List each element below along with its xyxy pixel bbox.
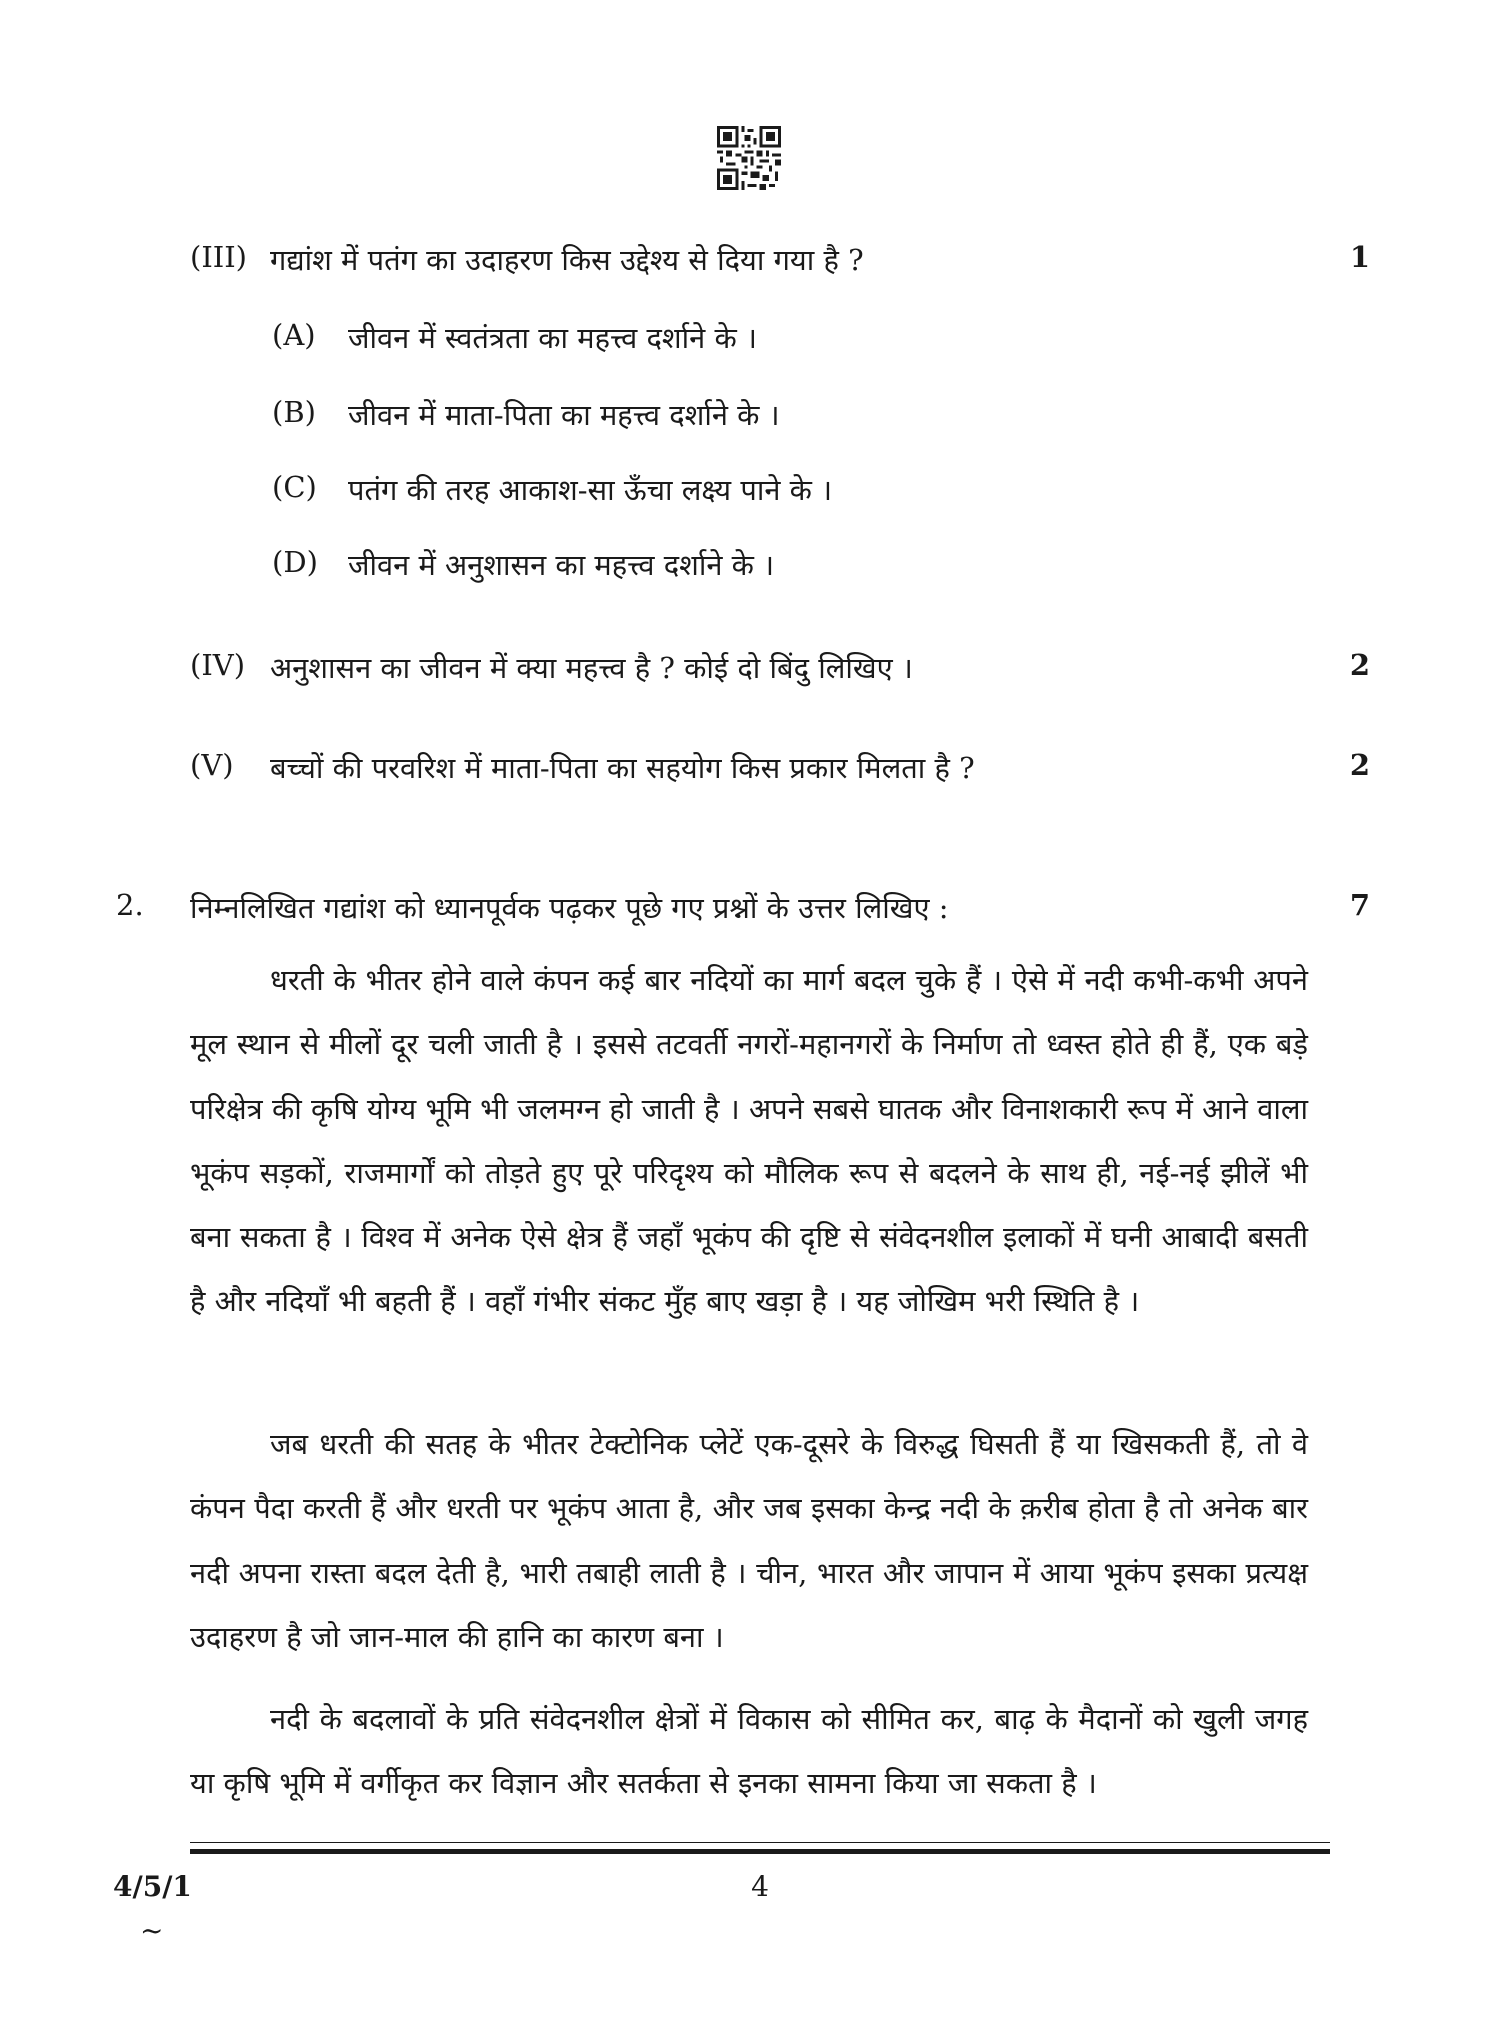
option-label: (C) — [272, 470, 317, 504]
option-text: जीवन में स्वतंत्रता का महत्त्व दर्शाने के । — [348, 321, 757, 355]
page-number: 4 — [751, 1870, 769, 1903]
question-2-instruction: निम्नलिखित गद्यांश को ध्यानपूर्वक पढ़कर पूछे गए प्रश्नों के उत्तर लिखिए : — [190, 891, 949, 925]
footer-divider — [190, 1842, 1330, 1843]
footer-divider-thick — [190, 1849, 1330, 1854]
question-text: बच्चों की परवरिश में माता-पिता का सहयोग किस प्रकार मिलता है ? — [270, 751, 975, 785]
option-label: (A) — [272, 318, 316, 352]
question-marks: 2 — [1349, 648, 1370, 682]
option-text: पतंग की तरह आकाश-सा ऊँचा लक्ष्य पाने के । — [348, 473, 833, 507]
qr-code-icon — [717, 126, 781, 190]
question-marks: 1 — [1349, 240, 1370, 274]
question-2-marks: 7 — [1349, 888, 1370, 922]
option-text: जीवन में अनुशासन का महत्त्व दर्शाने के । — [348, 548, 775, 582]
question-marks: 2 — [1349, 748, 1370, 782]
footer-tilde: ~ — [140, 1914, 164, 1947]
question-number: (V) — [190, 748, 234, 782]
question-number: (III) — [190, 240, 247, 274]
passage-paragraph: नदी के बदलावों के प्रति संवेदनशील क्षेत्रों में विकास को सीमित कर, बाढ़ के मैदानों को खुली जगह या कृषि भूमि में वर्गीकृत कर विज्ञान और सतर्कता से इनका सामना किया जा सकता है । — [190, 1702, 1308, 1801]
question-text: गद्यांश में पतंग का उदाहरण किस उद्देश्य से दिया गया है ? — [270, 243, 864, 277]
passage-paragraph: धरती के भीतर होने वाले कंपन कई बार नदियों का मार्ग बदल चुके हैं । ऐसे में नदी कभी-कभी अपने मूल स्थान से मीलों दूर चली जाती है । इससे तटवर्ती नगरों-महानगरों के निर्माण तो ध्वस्त होते ही हैं, एक बड़े परिक्षेत्र की कृषि योग्य भूमि भी जलमग्न हो जाती है । अपने सबसे घातक और विनाशकारी रूप में आने वाला भूकंप सड़कों, राजमार्गों को तोड़ते हुए पूरे परिदृश्य को मौलिक रूप से बदलने के साथ ही, नई-नई झीलें भी बना सकता है । विश्व में अनेक ऐसे क्षेत्र हैं जहाँ भूकंप की दृष्टि से संवेदनशील इलाकों में घनी आबादी बसती है और नदियाँ भी बहती हैं । वहाँ गंभीर संकट मुँह बाए खड़ा है । यह जोखिम भरी स्थिति है । — [190, 963, 1308, 1319]
option-label: (B) — [272, 395, 316, 429]
option-text: जीवन में माता-पिता का महत्त्व दर्शाने के । — [348, 398, 780, 432]
passage-paragraph: जब धरती की सतह के भीतर टेक्टोनिक प्लेटें एक-दूसरे के विरुद्ध घिसती हैं या खिसकती हैं, तो वे कंपन पैदा करती हैं और धरती पर भूकंप आता है, और जब इसका केन्द्र नदी के क़रीब होता है तो अनेक बार नदी अपना रास्ता बदल देती है, भारी तबाही लाती है । चीन, भारत और जापान में आया भूकंप इसका प्रत्यक्ष उदाहरण है जो जान-माल की हानि का कारण बना । — [190, 1427, 1308, 1654]
question-text: अनुशासन का जीवन में क्या महत्त्व है ? कोई दो बिंदु लिखिए । — [270, 651, 913, 685]
question-2-number: 2. — [116, 888, 144, 922]
question-number: (IV) — [190, 648, 246, 682]
option-label: (D) — [272, 545, 318, 579]
paper-code: 4/5/1 — [113, 1870, 192, 1903]
